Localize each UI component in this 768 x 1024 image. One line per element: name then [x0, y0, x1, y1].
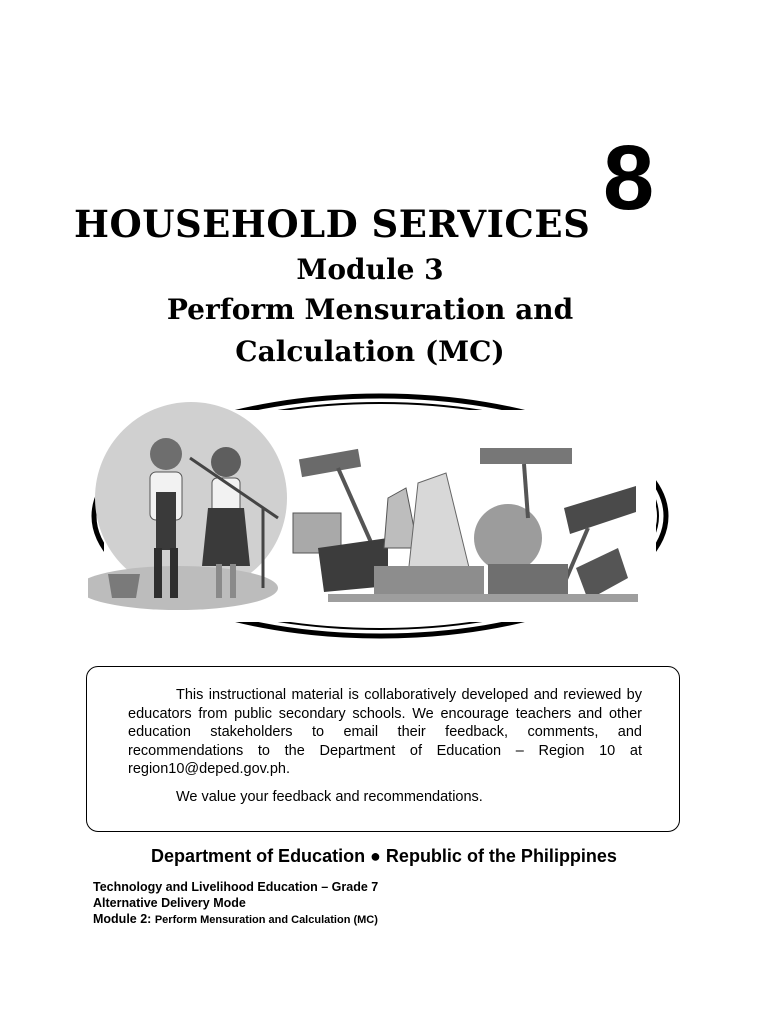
module-subtitle-line2: Calculation (MC) — [235, 335, 505, 368]
module-subtitle-line1: Perform Mensuration and — [166, 293, 574, 326]
department-line: Department of Education ● Republic of the Philippines — [151, 846, 617, 866]
footer-subject-line: Technology and Livelihood Education – Grade 7 — [93, 880, 379, 894]
footer-module-line — [93, 912, 378, 926]
cover-illustration — [88, 388, 672, 644]
grade-number: 8 — [603, 127, 655, 229]
feedback-notice-box — [86, 666, 680, 832]
notice-paragraph: This instructional material is collaboratively developed and reviewed by educators from public secondary schools. We encourage teachers and other education stakeholders to email their feedback, comments, and recommendations to the Department of Education – Region 10 at region10@deped.gov.ph. — [128, 687, 642, 777]
cover-title: HOUSEHOLD SERVICES — [74, 202, 591, 246]
module-label: Module 3 — [296, 253, 444, 286]
notice-feedback-line: We value your feedback and recommendations. — [176, 789, 483, 805]
footer-delivery-mode: Alternative Delivery Mode — [93, 896, 246, 910]
footer-module-label: Module 2: — [93, 912, 152, 926]
footer-module-title: Perform Mensuration and Calculation (MC) — [154, 914, 378, 926]
